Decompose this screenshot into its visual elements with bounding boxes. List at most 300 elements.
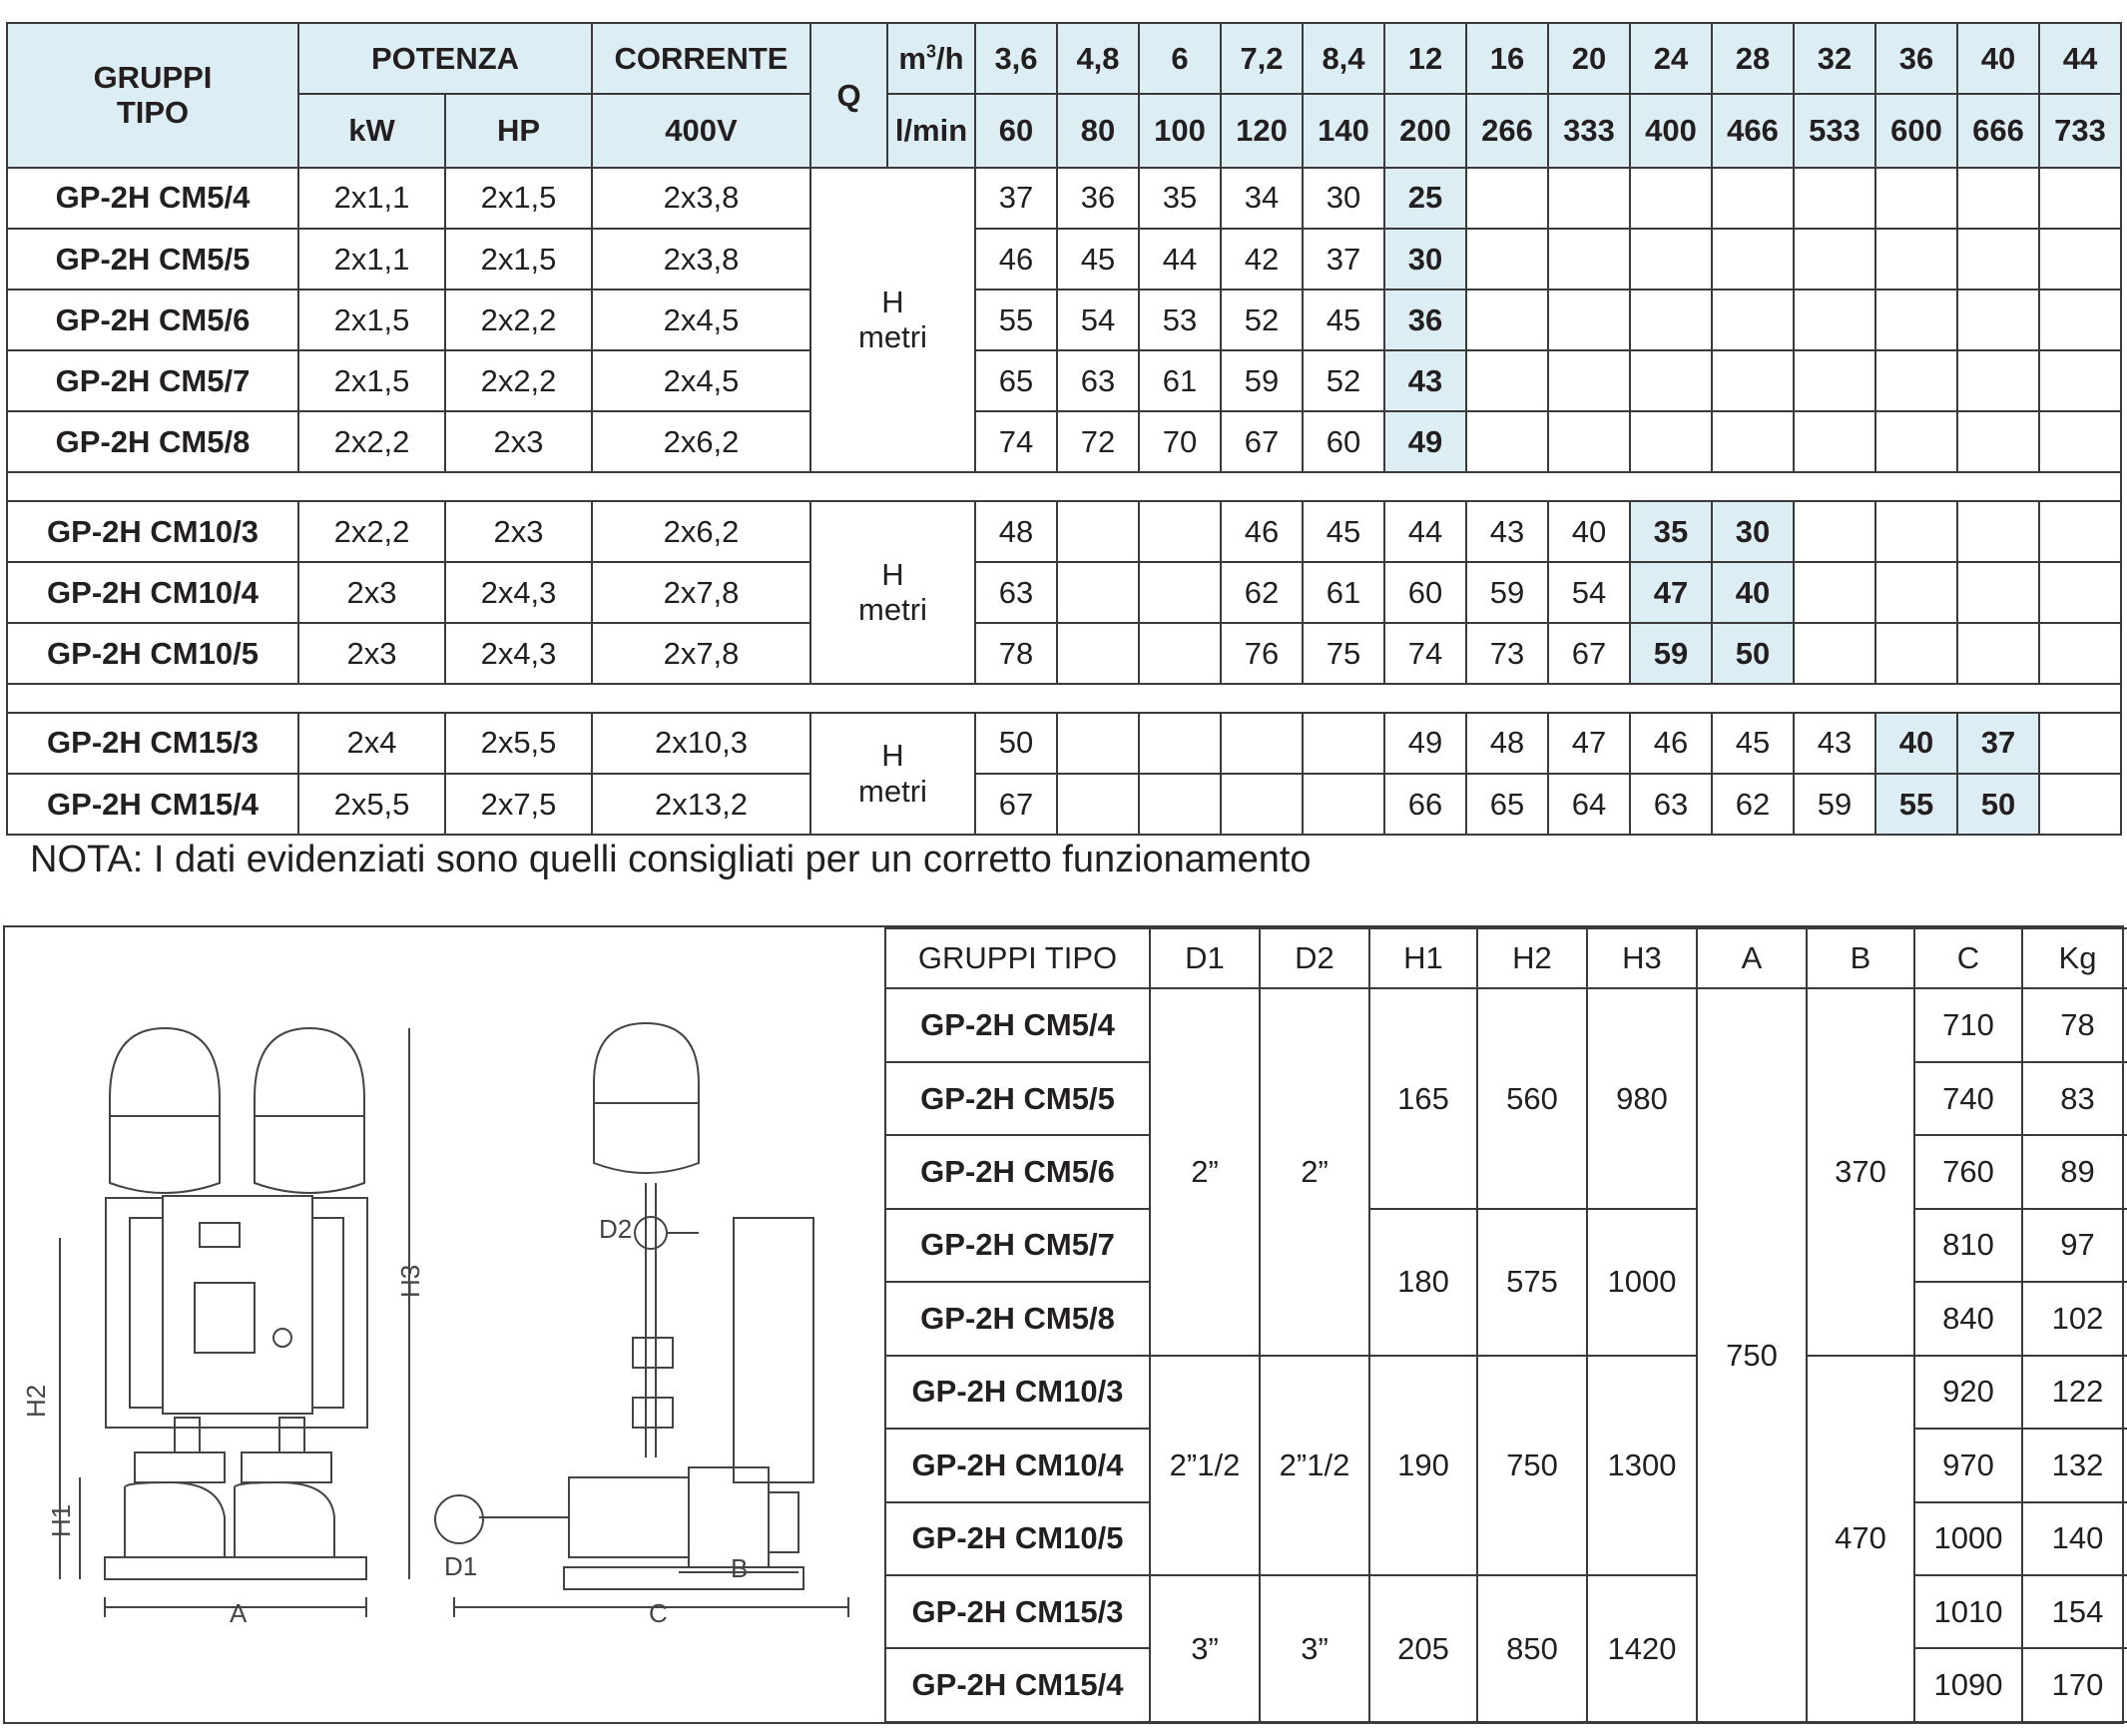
- head-value-cell: 47: [1548, 713, 1630, 774]
- dim-c: 970: [1914, 1429, 2022, 1501]
- head-value-cell: 37: [975, 168, 1057, 229]
- model-cell: GP-2H CM5/7: [7, 350, 298, 411]
- head-value-cell: 53: [1139, 289, 1221, 350]
- group-separator: [7, 472, 2121, 501]
- head-value-cell: [1221, 713, 1303, 774]
- flow-m3h-cell: 44: [2039, 23, 2121, 94]
- flow-lmin-cell: 120: [1221, 94, 1303, 167]
- head-value-cell: 76: [1221, 623, 1303, 684]
- model-cell: GP-2H CM5/8: [7, 411, 298, 472]
- dim-header-a: A: [1697, 928, 1807, 988]
- dim-c: 740: [1914, 1062, 2022, 1135]
- flow-lmin-cell: 60: [975, 94, 1057, 167]
- flow-m3h-cell: 20: [1548, 23, 1630, 94]
- header-gruppi-tipo: GRUPPI TIPO: [7, 23, 298, 168]
- head-value-cell: [2039, 168, 2121, 229]
- head-value-cell: [1630, 289, 1712, 350]
- head-value-cell: [1712, 350, 1794, 411]
- head-value-cell: [1548, 168, 1630, 229]
- head-value-cell: 35: [1139, 168, 1221, 229]
- dim-kg: 78: [2022, 988, 2127, 1061]
- head-value-cell: 55: [1875, 774, 1957, 835]
- head-label-cell: [810, 168, 975, 473]
- head-value-cell: [1466, 350, 1548, 411]
- hp-cell: 2x3: [445, 501, 592, 562]
- head-value-cell: [1630, 168, 1712, 229]
- head-value-cell: [1548, 229, 1630, 289]
- tank-right-icon: [255, 1028, 364, 1193]
- flow-m3h-cell: 32: [1794, 23, 1875, 94]
- dim-c: 1010: [1914, 1575, 2022, 1648]
- dim-kg: 83: [2022, 1062, 2127, 1135]
- head-value-cell: [1466, 168, 1548, 229]
- head-value-cell: 40: [1875, 713, 1957, 774]
- head-value-cell: [1957, 289, 2039, 350]
- head-value-cell: [1548, 411, 1630, 472]
- table-row: [7, 229, 2121, 289]
- head-label-cell: [810, 713, 975, 835]
- dim-c: 1090: [1914, 1648, 2022, 1722]
- head-value-cell: 78: [975, 623, 1057, 684]
- head-value-cell: 45: [1712, 713, 1794, 774]
- head-value-cell: [1957, 562, 2039, 623]
- dim-h1: 205: [1369, 1575, 1477, 1722]
- head-value-cell: 59: [1630, 623, 1712, 684]
- head-value-cell: [1957, 501, 2039, 562]
- dim-header-kg: Kg: [2022, 928, 2127, 988]
- flow-lmin-cell: 80: [1057, 94, 1139, 167]
- dim-h2: 850: [1477, 1575, 1587, 1722]
- flow-m3h-cell: 28: [1712, 23, 1794, 94]
- dim-model: GP-2H CM10/5: [885, 1502, 1150, 1575]
- head-value-cell: [2039, 350, 2121, 411]
- head-value-cell: 63: [1057, 350, 1139, 411]
- dim-kg: 154: [2022, 1575, 2127, 1648]
- head-value-cell: 35: [1630, 501, 1712, 562]
- head-value-cell: 30: [1303, 168, 1384, 229]
- head-value-cell: 66: [1384, 774, 1466, 835]
- flow-lmin-cell: 400: [1630, 94, 1712, 167]
- kw-cell: 2x1,5: [298, 350, 445, 411]
- dim-b: 470: [1807, 1356, 1914, 1722]
- head-value-cell: 65: [1466, 774, 1548, 835]
- dim-model: GP-2H CM5/4: [885, 988, 1150, 1061]
- amps-cell: 2x6,2: [592, 411, 810, 472]
- hp-cell: 2x1,5: [445, 168, 592, 229]
- head-value-cell: [1712, 229, 1794, 289]
- head-value-cell: 34: [1221, 168, 1303, 229]
- head-value-cell: 45: [1057, 229, 1139, 289]
- amps-cell: 2x6,2: [592, 501, 810, 562]
- dim-h1: 165: [1369, 988, 1477, 1208]
- head-value-cell: [1139, 562, 1221, 623]
- head-value-cell: [1057, 774, 1139, 835]
- label-d1: D1: [444, 1551, 478, 1581]
- flow-lmin-cell: 333: [1548, 94, 1630, 167]
- head-value-cell: 44: [1139, 229, 1221, 289]
- head-value-cell: 63: [975, 562, 1057, 623]
- model-cell: GP-2H CM15/4: [7, 774, 298, 835]
- head-label-h: H: [881, 738, 904, 774]
- dim-d1: 3”: [1150, 1575, 1260, 1722]
- dim-h3: 1420: [1587, 1575, 1697, 1722]
- head-value-cell: [1548, 350, 1630, 411]
- control-panel-icon: [163, 1196, 312, 1414]
- kw-cell: 2x2,2: [298, 501, 445, 562]
- head-value-cell: [1139, 713, 1221, 774]
- kw-cell: 2x1,1: [298, 168, 445, 229]
- table-row: [7, 562, 2121, 623]
- head-value-cell: 72: [1057, 411, 1139, 472]
- head-value-cell: [1057, 713, 1139, 774]
- head-value-cell: [1712, 411, 1794, 472]
- label-c: C: [649, 1598, 668, 1628]
- table-row: [7, 289, 2121, 350]
- dim-header-h1: H1: [1369, 928, 1477, 988]
- head-value-cell: [1875, 289, 1957, 350]
- pump-right-icon: [235, 1418, 334, 1557]
- dim-c: 760: [1914, 1135, 2022, 1208]
- head-value-cell: [1957, 623, 2039, 684]
- model-cell: GP-2H CM5/6: [7, 289, 298, 350]
- dim-h1: 190: [1369, 1356, 1477, 1575]
- flow-lmin-cell: 200: [1384, 94, 1466, 167]
- head-value-cell: [2039, 774, 2121, 835]
- performance-table: [6, 22, 2122, 836]
- tank-side-icon: [594, 1023, 699, 1173]
- dim-d2: 3”: [1260, 1575, 1369, 1722]
- amps-cell: 2x13,2: [592, 774, 810, 835]
- head-value-cell: 36: [1057, 168, 1139, 229]
- dim-kg: 140: [2022, 1502, 2127, 1575]
- dim-h2: 750: [1477, 1356, 1587, 1575]
- head-value-cell: [1139, 501, 1221, 562]
- kw-cell: 2x3: [298, 623, 445, 684]
- label-a: A: [230, 1598, 248, 1628]
- dim-h3: 1300: [1587, 1356, 1697, 1575]
- head-value-cell: 73: [1466, 623, 1548, 684]
- dim-b: 370: [1807, 988, 1914, 1355]
- head-value-cell: [1875, 411, 1957, 472]
- head-value-cell: 59: [1794, 774, 1875, 835]
- head-value-cell: 30: [1712, 501, 1794, 562]
- head-value-cell: 30: [1384, 229, 1466, 289]
- amps-cell: 2x10,3: [592, 713, 810, 774]
- head-value-cell: [1794, 562, 1875, 623]
- flow-lmin-cell: 600: [1875, 94, 1957, 167]
- dim-kg: 97: [2022, 1209, 2127, 1282]
- dim-model: GP-2H CM5/5: [885, 1062, 1150, 1135]
- head-value-cell: [2039, 289, 2121, 350]
- dim-kg: 102: [2022, 1282, 2127, 1355]
- head-value-cell: [1957, 411, 2039, 472]
- flow-lmin-cell: 466: [1712, 94, 1794, 167]
- head-value-cell: 67: [1548, 623, 1630, 684]
- dim-kg: 89: [2022, 1135, 2127, 1208]
- dim-kg: 170: [2022, 1648, 2127, 1722]
- head-value-cell: [1875, 501, 1957, 562]
- head-value-cell: 46: [1630, 713, 1712, 774]
- head-value-cell: 44: [1384, 501, 1466, 562]
- label-h1: H1: [46, 1503, 76, 1537]
- head-value-cell: 40: [1712, 562, 1794, 623]
- flow-m3h-cell: 4,8: [1057, 23, 1139, 94]
- head-value-cell: 43: [1384, 350, 1466, 411]
- kw-cell: 2x1,5: [298, 289, 445, 350]
- dim-d1: 2”: [1150, 988, 1260, 1355]
- group-separator: [7, 684, 2121, 713]
- head-value-cell: [1466, 411, 1548, 472]
- pump-group-drawing: [20, 998, 868, 1697]
- head-value-cell: [1794, 623, 1875, 684]
- table-row: [7, 168, 2121, 229]
- amps-cell: 2x3,8: [592, 168, 810, 229]
- head-value-cell: [1139, 623, 1221, 684]
- dim-header-d1: D1: [1150, 928, 1260, 988]
- hp-cell: 2x3: [445, 411, 592, 472]
- dim-h3: 980: [1587, 988, 1697, 1208]
- head-value-cell: 59: [1466, 562, 1548, 623]
- model-cell: GP-2H CM15/3: [7, 713, 298, 774]
- head-value-cell: [1057, 562, 1139, 623]
- dim-model: GP-2H CM10/3: [885, 1356, 1150, 1429]
- dim-d1: 2”1/2: [1150, 1356, 1260, 1575]
- table-row: [7, 713, 2121, 774]
- head-value-cell: 64: [1548, 774, 1630, 835]
- head-value-cell: 47: [1630, 562, 1712, 623]
- header-q: Q: [810, 23, 887, 168]
- note-text: NOTA: I dati evidenziati sono quelli consigliati per un corretto funzionamento: [30, 839, 1312, 880]
- head-value-cell: 40: [1548, 501, 1630, 562]
- head-value-cell: [1875, 562, 1957, 623]
- head-value-cell: [1875, 350, 1957, 411]
- separator-cell: [7, 684, 2121, 713]
- model-cell: GP-2H CM10/3: [7, 501, 298, 562]
- head-value-cell: 36: [1384, 289, 1466, 350]
- head-value-cell: 48: [1466, 713, 1548, 774]
- amps-cell: 2x3,8: [592, 229, 810, 289]
- head-label-h: H: [881, 556, 904, 592]
- head-value-cell: [1466, 229, 1548, 289]
- head-value-cell: 65: [975, 350, 1057, 411]
- header-hp: HP: [445, 94, 592, 167]
- head-value-cell: 43: [1794, 713, 1875, 774]
- label-h2: H2: [21, 1384, 51, 1418]
- hp-cell: 2x5,5: [445, 713, 592, 774]
- flow-lmin-cell: 733: [2039, 94, 2121, 167]
- hp-cell: 2x7,5: [445, 774, 592, 835]
- head-value-cell: 62: [1712, 774, 1794, 835]
- head-value-cell: [1875, 168, 1957, 229]
- head-value-cell: [1712, 168, 1794, 229]
- dim-header-gruppi-tipo: GRUPPI TIPO: [885, 928, 1150, 988]
- head-value-cell: 61: [1139, 350, 1221, 411]
- dim-d2: 2”: [1260, 988, 1369, 1355]
- head-label-metri: metri: [858, 773, 927, 809]
- model-cell: GP-2H CM10/4: [7, 562, 298, 623]
- head-value-cell: [2039, 562, 2121, 623]
- head-value-cell: [1630, 411, 1712, 472]
- flow-m3h-cell: 40: [1957, 23, 2039, 94]
- flow-m3h-cell: 6: [1139, 23, 1221, 94]
- head-value-cell: 50: [1712, 623, 1794, 684]
- head-value-cell: [1794, 168, 1875, 229]
- label-b: B: [731, 1553, 749, 1583]
- dim-a: 750: [1697, 988, 1807, 1722]
- head-value-cell: 54: [1057, 289, 1139, 350]
- head-value-cell: [1957, 229, 2039, 289]
- flow-m3h-cell: 16: [1466, 23, 1548, 94]
- head-value-cell: [1794, 501, 1875, 562]
- head-value-cell: [1057, 501, 1139, 562]
- hp-cell: 2x2,2: [445, 350, 592, 411]
- head-value-cell: [1221, 774, 1303, 835]
- head-value-cell: 52: [1221, 289, 1303, 350]
- model-cell: GP-2H CM5/4: [7, 168, 298, 229]
- dim-model: GP-2H CM15/4: [885, 1648, 1150, 1722]
- head-value-cell: [1957, 350, 2039, 411]
- head-value-cell: 63: [1630, 774, 1712, 835]
- head-value-cell: [1875, 623, 1957, 684]
- head-value-cell: 70: [1139, 411, 1221, 472]
- dim-header-c: C: [1914, 928, 2022, 988]
- header-400v: 400V: [592, 94, 810, 167]
- head-value-cell: [1057, 623, 1139, 684]
- flow-lmin-cell: 666: [1957, 94, 2039, 167]
- head-value-cell: 50: [1957, 774, 2039, 835]
- head-value-cell: 43: [1466, 501, 1548, 562]
- head-value-cell: [1630, 229, 1712, 289]
- head-value-cell: 49: [1384, 713, 1466, 774]
- dim-c: 840: [1914, 1282, 2022, 1355]
- head-value-cell: [1303, 774, 1384, 835]
- dim-model: GP-2H CM15/3: [885, 1575, 1150, 1648]
- head-value-cell: [1875, 229, 1957, 289]
- dim-model: GP-2H CM10/4: [885, 1429, 1150, 1501]
- header-potenza: POTENZA: [298, 23, 592, 94]
- table-row: [7, 774, 2121, 835]
- head-value-cell: 46: [1221, 501, 1303, 562]
- hp-cell: 2x4,3: [445, 623, 592, 684]
- head-value-cell: 74: [975, 411, 1057, 472]
- dim-c: 810: [1914, 1209, 2022, 1282]
- flow-m3h-cell: 36: [1875, 23, 1957, 94]
- header-kw: kW: [298, 94, 445, 167]
- head-value-cell: 50: [975, 713, 1057, 774]
- head-value-cell: 45: [1303, 289, 1384, 350]
- table-row: [7, 623, 2121, 684]
- head-value-cell: [1630, 350, 1712, 411]
- head-value-cell: 55: [975, 289, 1057, 350]
- dim-kg: 122: [2022, 1356, 2127, 1429]
- head-value-cell: [2039, 229, 2121, 289]
- dim-header-b: B: [1807, 928, 1914, 988]
- head-value-cell: 61: [1303, 562, 1384, 623]
- head-value-cell: 60: [1303, 411, 1384, 472]
- dim-header-h2: H2: [1477, 928, 1587, 988]
- head-value-cell: [1794, 411, 1875, 472]
- flow-lmin-cell: 140: [1303, 94, 1384, 167]
- pump-left-icon: [125, 1418, 225, 1557]
- label-h3: H3: [395, 1264, 425, 1298]
- head-label-h: H: [881, 284, 904, 319]
- hp-cell: 2x1,5: [445, 229, 592, 289]
- amps-cell: 2x4,5: [592, 289, 810, 350]
- table-row: [7, 350, 2121, 411]
- head-value-cell: 52: [1303, 350, 1384, 411]
- amps-cell: 2x4,5: [592, 350, 810, 411]
- head-value-cell: [1548, 289, 1630, 350]
- flow-m3h-cell: 7,2: [1221, 23, 1303, 94]
- table-row: [7, 501, 2121, 562]
- head-value-cell: [1139, 774, 1221, 835]
- model-cell: GP-2H CM5/5: [7, 229, 298, 289]
- amps-cell: 2x7,8: [592, 562, 810, 623]
- dim-header-d2: D2: [1260, 928, 1369, 988]
- flow-m3h-cell: 24: [1630, 23, 1712, 94]
- head-label-metri: metri: [858, 319, 927, 355]
- hp-cell: 2x4,3: [445, 562, 592, 623]
- dim-c: 920: [1914, 1356, 2022, 1429]
- head-value-cell: 67: [975, 774, 1057, 835]
- head-value-cell: [1794, 229, 1875, 289]
- head-value-cell: [1712, 289, 1794, 350]
- pump-side-icon: [569, 1218, 813, 1567]
- inlet-valve-icon: [435, 1495, 483, 1543]
- head-value-cell: [2039, 411, 2121, 472]
- head-value-cell: 54: [1548, 562, 1630, 623]
- head-value-cell: 67: [1221, 411, 1303, 472]
- dim-header-h3: H3: [1587, 928, 1697, 988]
- header-lmin-unit: l/min: [887, 94, 975, 167]
- label-d2: D2: [599, 1214, 633, 1244]
- dim-c: 710: [1914, 988, 2022, 1061]
- kw-cell: 2x5,5: [298, 774, 445, 835]
- kw-cell: 2x1,1: [298, 229, 445, 289]
- dim-model: GP-2H CM5/6: [885, 1135, 1150, 1208]
- dimensions-table: [884, 927, 2127, 1723]
- head-value-cell: 25: [1384, 168, 1466, 229]
- dim-c: 1000: [1914, 1502, 2022, 1575]
- amps-cell: 2x7,8: [592, 623, 810, 684]
- table-row: [7, 411, 2121, 472]
- head-value-cell: 48: [975, 501, 1057, 562]
- head-value-cell: 37: [1957, 713, 2039, 774]
- flow-lmin-cell: 100: [1139, 94, 1221, 167]
- kw-cell: 2x3: [298, 562, 445, 623]
- dim-kg: 132: [2022, 1429, 2127, 1501]
- separator-cell: [7, 472, 2121, 501]
- head-label-cell: [810, 501, 975, 684]
- model-cell: GP-2H CM10/5: [7, 623, 298, 684]
- hp-cell: 2x2,2: [445, 289, 592, 350]
- header-corrente: CORRENTE: [592, 23, 810, 94]
- head-value-cell: 42: [1221, 229, 1303, 289]
- flow-m3h-cell: 12: [1384, 23, 1466, 94]
- head-value-cell: 62: [1221, 562, 1303, 623]
- head-value-cell: 75: [1303, 623, 1384, 684]
- flow-m3h-cell: 8,4: [1303, 23, 1384, 94]
- head-value-cell: [1466, 289, 1548, 350]
- dim-h3: 1000: [1587, 1209, 1697, 1356]
- head-value-cell: 46: [975, 229, 1057, 289]
- flow-m3h-cell: 3,6: [975, 23, 1057, 94]
- head-value-cell: [1794, 350, 1875, 411]
- tank-left-icon: [110, 1028, 220, 1193]
- dim-h2: 560: [1477, 988, 1587, 1208]
- head-value-cell: [2039, 501, 2121, 562]
- kw-cell: 2x2,2: [298, 411, 445, 472]
